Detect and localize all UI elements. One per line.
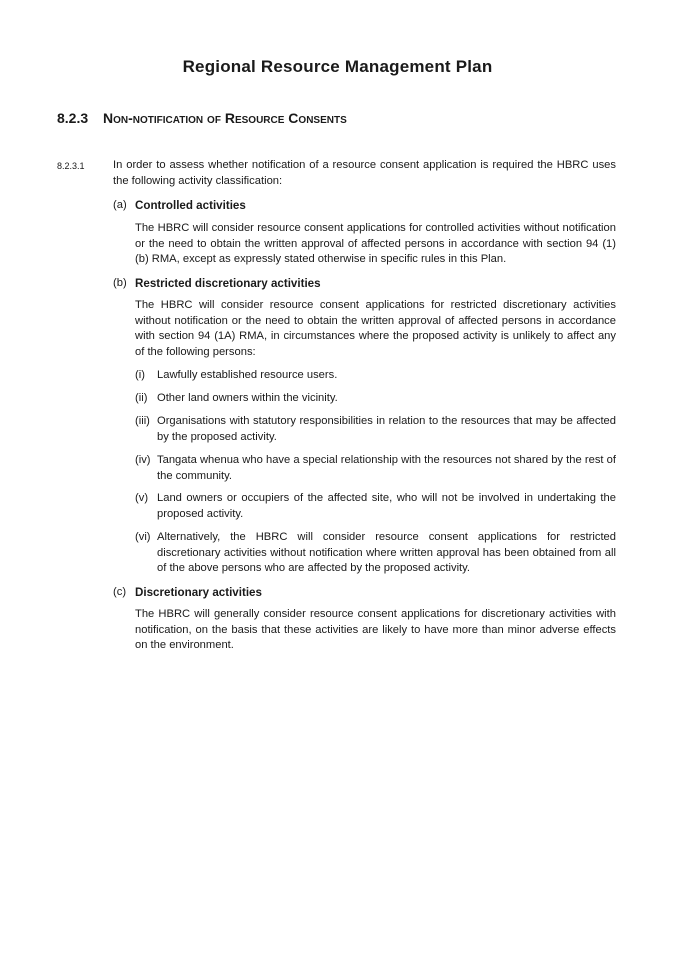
section-heading	[57, 110, 347, 126]
clause-a-heading: Controlled activities	[135, 199, 246, 212]
document-title: Regional Resource Management Plan	[182, 57, 493, 76]
paragraph-intro: In order to assess whether notification of a resource consent application is required the HBRC uses the following activity classification:	[113, 159, 616, 187]
list-item-number: (vi)	[135, 531, 151, 543]
paragraph-number: 8.2.3.1	[57, 161, 85, 171]
clause-a-label: (a)	[113, 199, 127, 211]
clause-c-text: The HBRC will generally consider resource consent applications for discretionary activities with notification, on the basis that these activities are likely to have more than minor adverse effects on the environment.	[135, 608, 616, 652]
clause-c-label: (c)	[113, 586, 127, 598]
clause-c-heading: Discretionary activities	[135, 586, 262, 599]
clause-b-text: The HBRC will consider resource consent applications for restricted discretionary activities without notification or the need to obtain the written approval of affected persons in accordance with section 94 (1A) RMA, in circumstances where the proposed activity is unlikely to affect any of the following persons:	[135, 299, 616, 358]
list-item-number: (i)	[135, 369, 145, 381]
clause-a-text: The HBRC will consider resource consent applications for controlled activities without notification or the need to obtain the written approval of affected persons in accordance with section 94 (1) (b) RMA, except as expressly stated otherwise in specific rules in this Plan.	[135, 222, 616, 266]
list-item-text: Organisations with statutory responsibilities in relation to the resources that may be affected by the proposed activity.	[157, 415, 616, 443]
clause-b-label: (b)	[113, 277, 127, 289]
section-title: Non-notification of Resource Consents	[103, 110, 347, 126]
section-number: 8.2.3	[57, 110, 89, 126]
list-item-number: (iii)	[135, 415, 150, 427]
list-item-number: (ii)	[135, 392, 148, 404]
list-item-number: (v)	[135, 492, 149, 504]
list-item-number: (iv)	[135, 454, 151, 466]
list-item-text: Land owners or occupiers of the affected site, who will not be involved in undertaking the proposed activity.	[157, 492, 616, 520]
list-item-text: Alternatively, the HBRC will consider resource consent applications for restricted discretionary activities without notification where written approval has been obtained from all of the above persons who are affected by the proposed activity.	[157, 531, 616, 575]
clause-b-heading: Restricted discretionary activities	[135, 277, 321, 290]
list-item-text: Tangata whenua who have a special relationship with the resources not shared by the rest of the community.	[157, 454, 616, 482]
list-item-text: Other land owners within the vicinity.	[157, 392, 338, 404]
list-item-text: Lawfully established resource users.	[157, 369, 338, 381]
